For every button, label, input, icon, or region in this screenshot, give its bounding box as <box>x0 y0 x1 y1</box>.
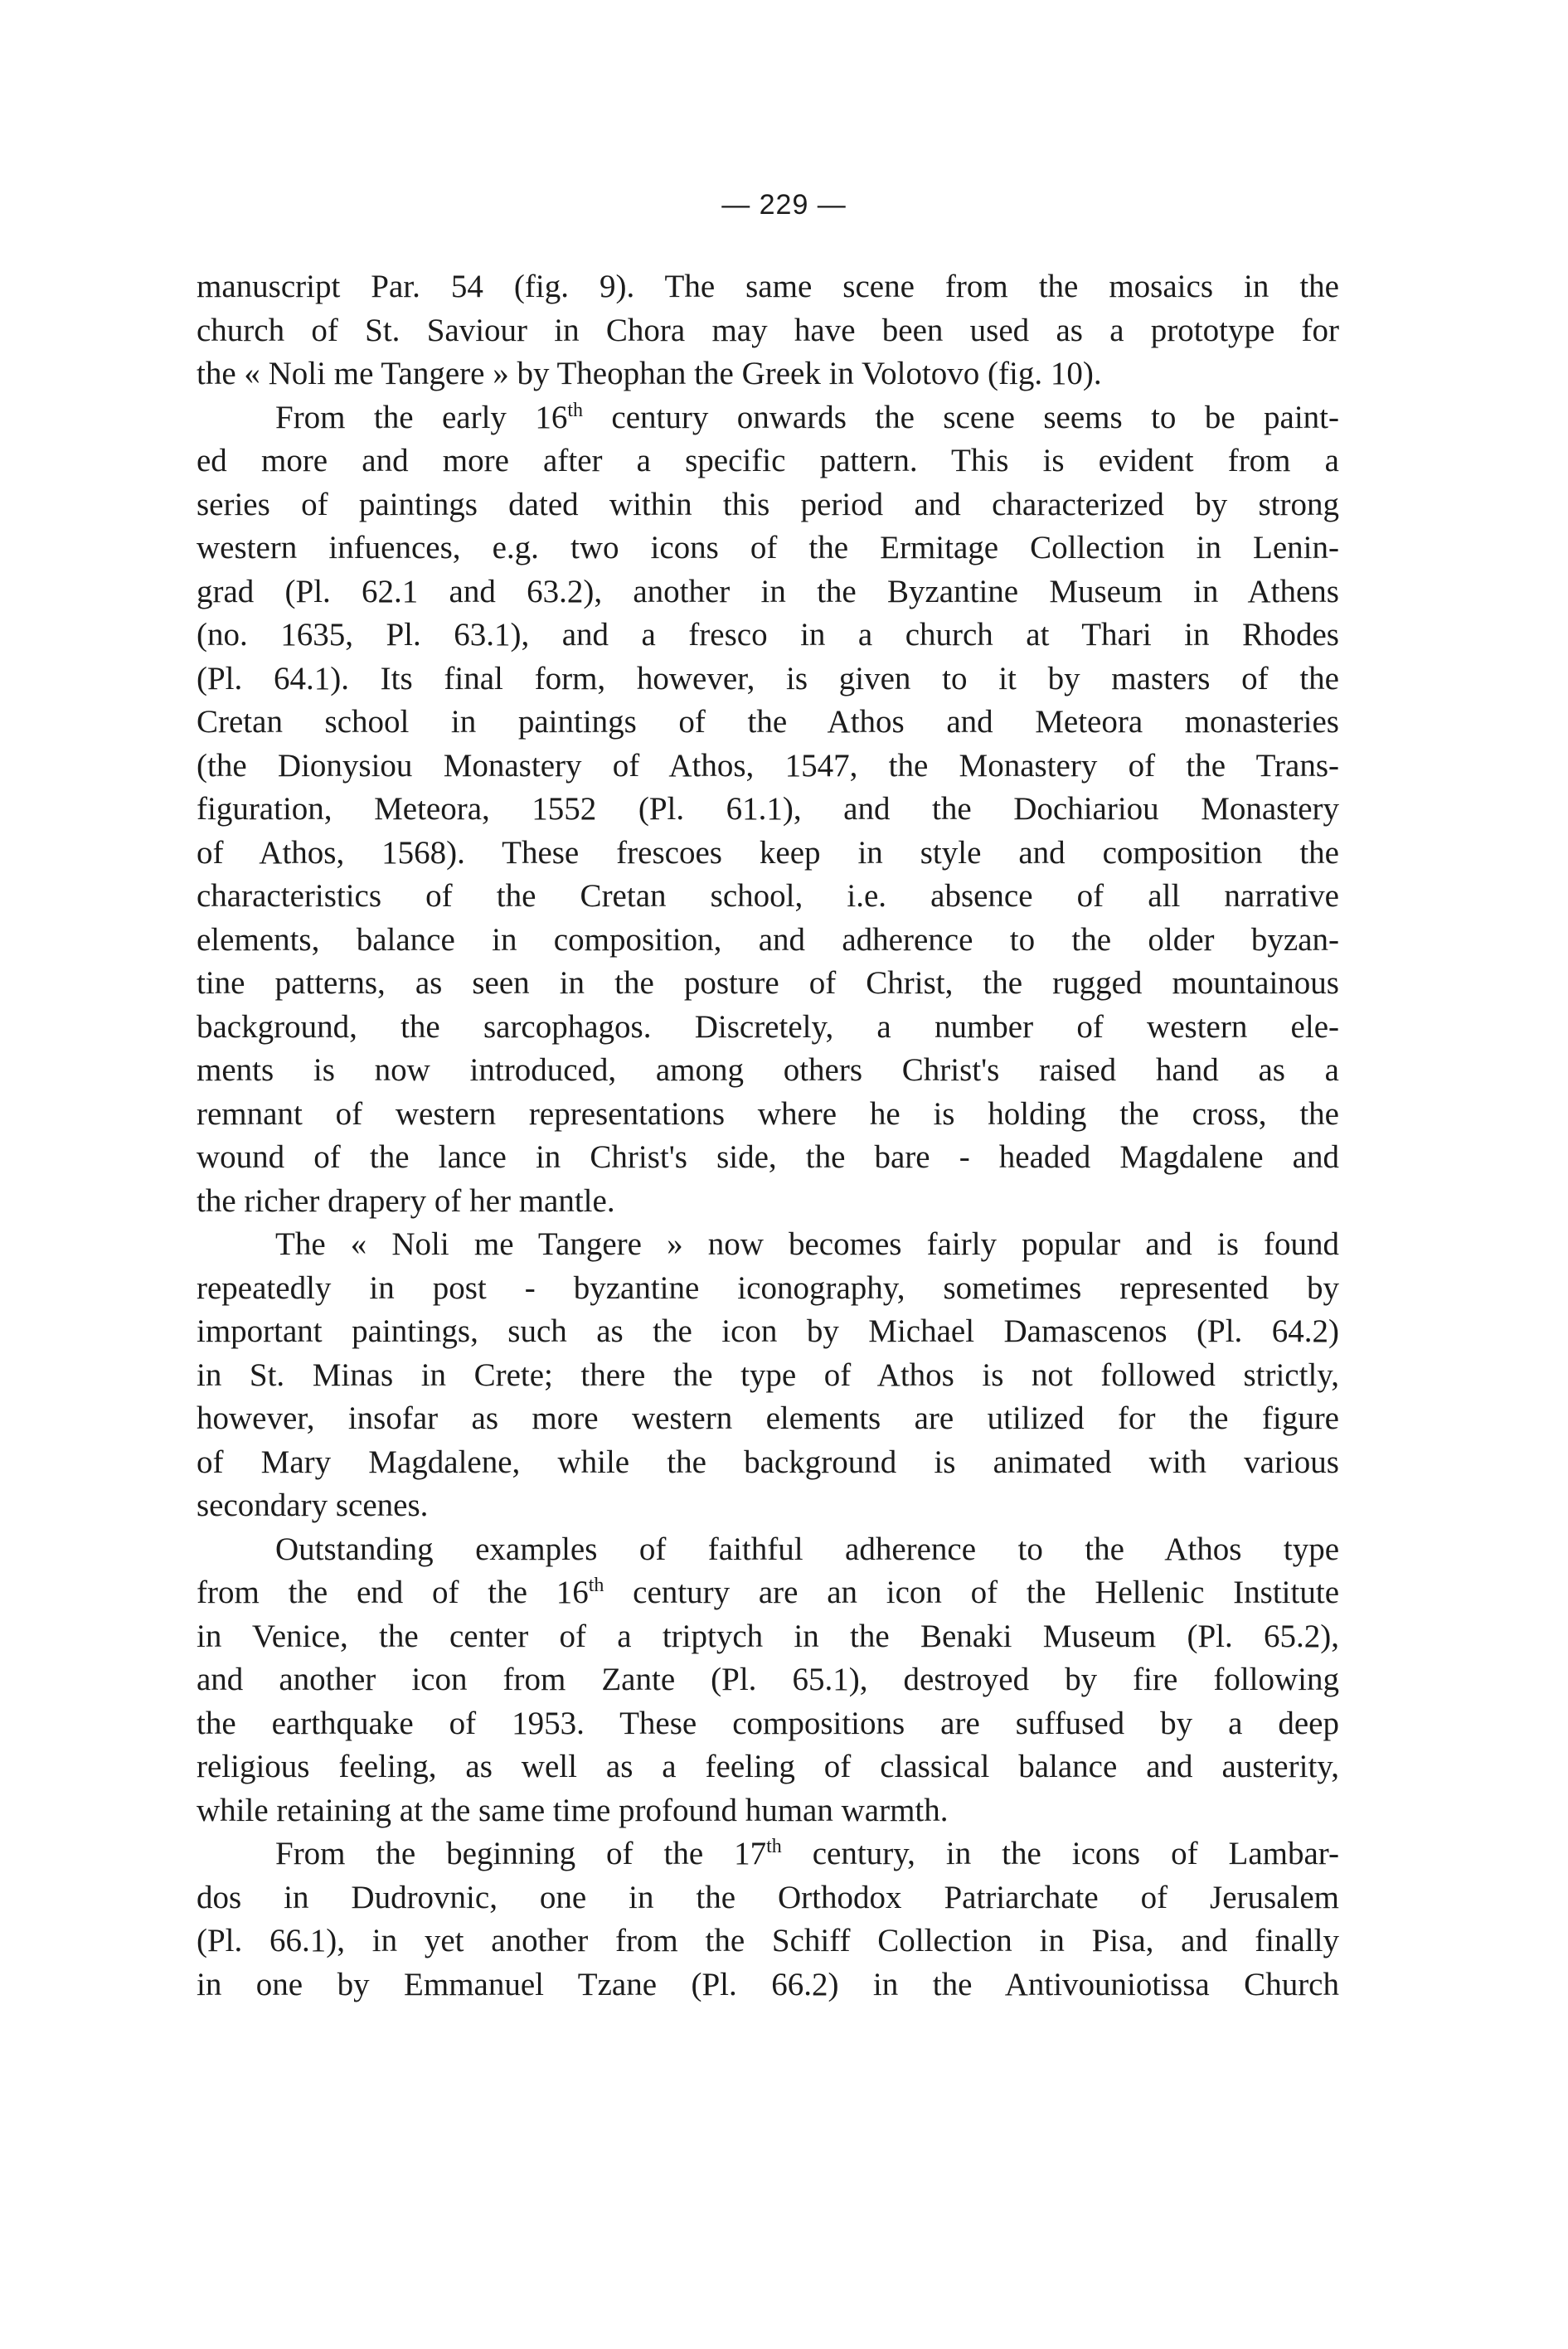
text-line: and another icon from Zante (Pl. 65.1), destroyed by fire following <box>197 1662 1339 1697</box>
paragraph <box>197 1528 1339 1833</box>
text-line: (Pl. 64.1). Its final form, however, is given to it by masters of the <box>197 660 1339 696</box>
text-line: Cretan school in paintings of the Athos and Meteora monasteries <box>197 704 1339 740</box>
text-line: characteristics of the Cretan school, i.e. absence of all narrative <box>197 878 1339 914</box>
text-line: the earthquake of 1953. These compositions are suffused by a deep <box>197 1705 1339 1741</box>
text-line: series of paintings dated within this period and characterized by strong <box>197 486 1339 522</box>
text-line: from the end of the 16th century are an icon of the Hellenic Institute <box>197 1575 1339 1610</box>
text-line: remnant of western representations where he is holding the cross, the <box>197 1095 1339 1132</box>
text-line: church of St. Saviour in Chora may have been used as a prototype for <box>197 312 1339 348</box>
text-line: the « Noli me Tangere » by Theophan the Greek in Volotovo (fig. 10). <box>197 356 1102 391</box>
text-line: background, the sarcophagos. Discretely, a number of western ele- <box>197 1008 1339 1045</box>
text-line: From the early 16th century onwards the scene seems to be paint- <box>275 399 1339 435</box>
page-number: — 229 — <box>721 189 847 221</box>
text-line: ments is now introduced, among others Christ's raised hand as a <box>197 1052 1339 1088</box>
paragraph <box>197 1223 1339 1528</box>
text-line: religious feeling, as well as a feeling of classical balance and austerity, <box>197 1749 1339 1784</box>
text-line: (the Dionysiou Monastery of Athos, 1547, the Monastery of the Trans- <box>197 747 1339 784</box>
paragraph <box>197 265 1339 396</box>
text-line: (Pl. 66.1), in yet another from the Schiff Collection in Pisa, and finally <box>197 1923 1339 1958</box>
text-line: elements, balance in composition, and adherence to the older byzan- <box>197 921 1339 958</box>
text-line: grad (Pl. 62.1 and 63.2), another in the Byzantine Museum in Athens <box>197 573 1339 609</box>
text-line: of Athos, 1568). These frescoes keep in style and composition the <box>197 834 1339 871</box>
body-text <box>197 265 1339 2007</box>
text-line: (no. 1635, Pl. 63.1), and a fresco in a church at Thari in Rhodes <box>197 617 1339 653</box>
text-line: in one by Emmanuel Tzane (Pl. 66.2) in the Antivouniotissa Church <box>197 1966 1339 2002</box>
text-line: Outstanding examples of faithful adherence to the Athos type <box>275 1531 1339 1567</box>
text-line: repeatedly in post - byzantine iconography, sometimes represented by <box>197 1269 1339 1306</box>
text-line: important paintings, such as the icon by Michael Damascenos (Pl. 64.2) <box>197 1313 1339 1349</box>
text-line: while retaining at the same time profound human warmth. <box>197 1792 949 1828</box>
text-line: secondary scenes. <box>197 1488 429 1523</box>
text-line: wound of the lance in Christ's side, the bare - headed Magdalene and <box>197 1139 1339 1175</box>
text-line: in Venice, the center of a triptych in the Benaki Museum (Pl. 65.2), <box>197 1618 1339 1654</box>
text-line: From the beginning of the 17th century, in the icons of Lambar- <box>275 1836 1339 1871</box>
text-line: western infuences, e.g. two icons of the Ermitage Collection in Lenin- <box>197 530 1339 565</box>
text-line: figuration, Meteora, 1552 (Pl. 61.1), and the Dochiariou Monastery <box>197 791 1339 827</box>
text-line: the richer drapery of her mantle. <box>197 1182 615 1219</box>
text-line: manuscript Par. 54 (fig. 9). The same scene from the mosaics in the <box>197 269 1339 304</box>
text-line: in St. Minas in Crete; there the type of Athos is not followed strictly, <box>197 1356 1339 1393</box>
paragraph <box>197 1832 1339 2007</box>
text-line: of Mary Magdalene, while the background is animated with various <box>197 1444 1339 1480</box>
text-line: The « Noli me Tangere » now becomes fairly popular and is found <box>275 1226 1339 1262</box>
text-line: ed more and more after a specific pattern. This is evident from a <box>197 443 1339 478</box>
text-line: dos in Dudrovnic, one in the Orthodox Patriarchate of Jerusalem <box>197 1879 1339 1915</box>
paragraph <box>197 396 1339 1224</box>
text-line: however, insofar as more western elements are utilized for the figure <box>197 1400 1339 1436</box>
text-line: tine patterns, as seen in the posture of Christ, the rugged mountainous <box>197 965 1339 1001</box>
